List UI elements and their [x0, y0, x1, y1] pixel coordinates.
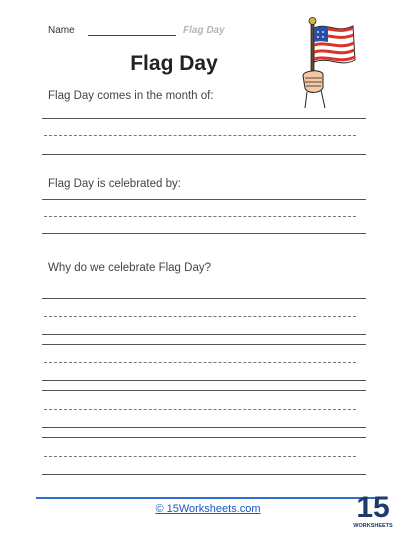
name-write-line[interactable] — [88, 35, 176, 36]
answer-line[interactable] — [42, 199, 366, 200]
answer-guide-line — [44, 362, 356, 363]
question-1: Flag Day comes in the month of: — [48, 90, 214, 102]
answer-line[interactable] — [42, 344, 366, 345]
answer-guide-line — [44, 456, 356, 457]
answer-line[interactable] — [42, 233, 366, 234]
answer-line[interactable] — [42, 437, 366, 438]
answer-line[interactable] — [42, 390, 366, 391]
footer-divider — [36, 497, 382, 499]
answer-line[interactable] — [42, 427, 366, 428]
logo-number: 15 — [356, 491, 390, 524]
answer-line[interactable] — [42, 118, 366, 119]
answer-guide-line — [44, 316, 356, 317]
answer-guide-line — [44, 216, 356, 217]
answer-line[interactable] — [42, 474, 366, 475]
answer-guide-line — [44, 409, 356, 410]
page-title: Flag Day — [130, 52, 218, 75]
flag-in-hand-icon — [295, 14, 371, 110]
answer-guide-line — [44, 135, 356, 136]
name-label: Name — [48, 25, 75, 36]
topic-label: Flag Day — [183, 25, 225, 36]
question-3: Why do we celebrate Flag Day? — [48, 262, 211, 274]
15worksheets-logo-icon — [353, 483, 393, 533]
answer-line[interactable] — [42, 154, 366, 155]
logo-caption: WORKSHEETS — [353, 523, 393, 529]
answer-line[interactable] — [42, 334, 366, 335]
question-2: Flag Day is celebrated by: — [48, 178, 181, 190]
copyright-link[interactable]: © 15Worksheets.com — [155, 503, 261, 515]
answer-line[interactable] — [42, 298, 366, 299]
answer-line[interactable] — [42, 380, 366, 381]
